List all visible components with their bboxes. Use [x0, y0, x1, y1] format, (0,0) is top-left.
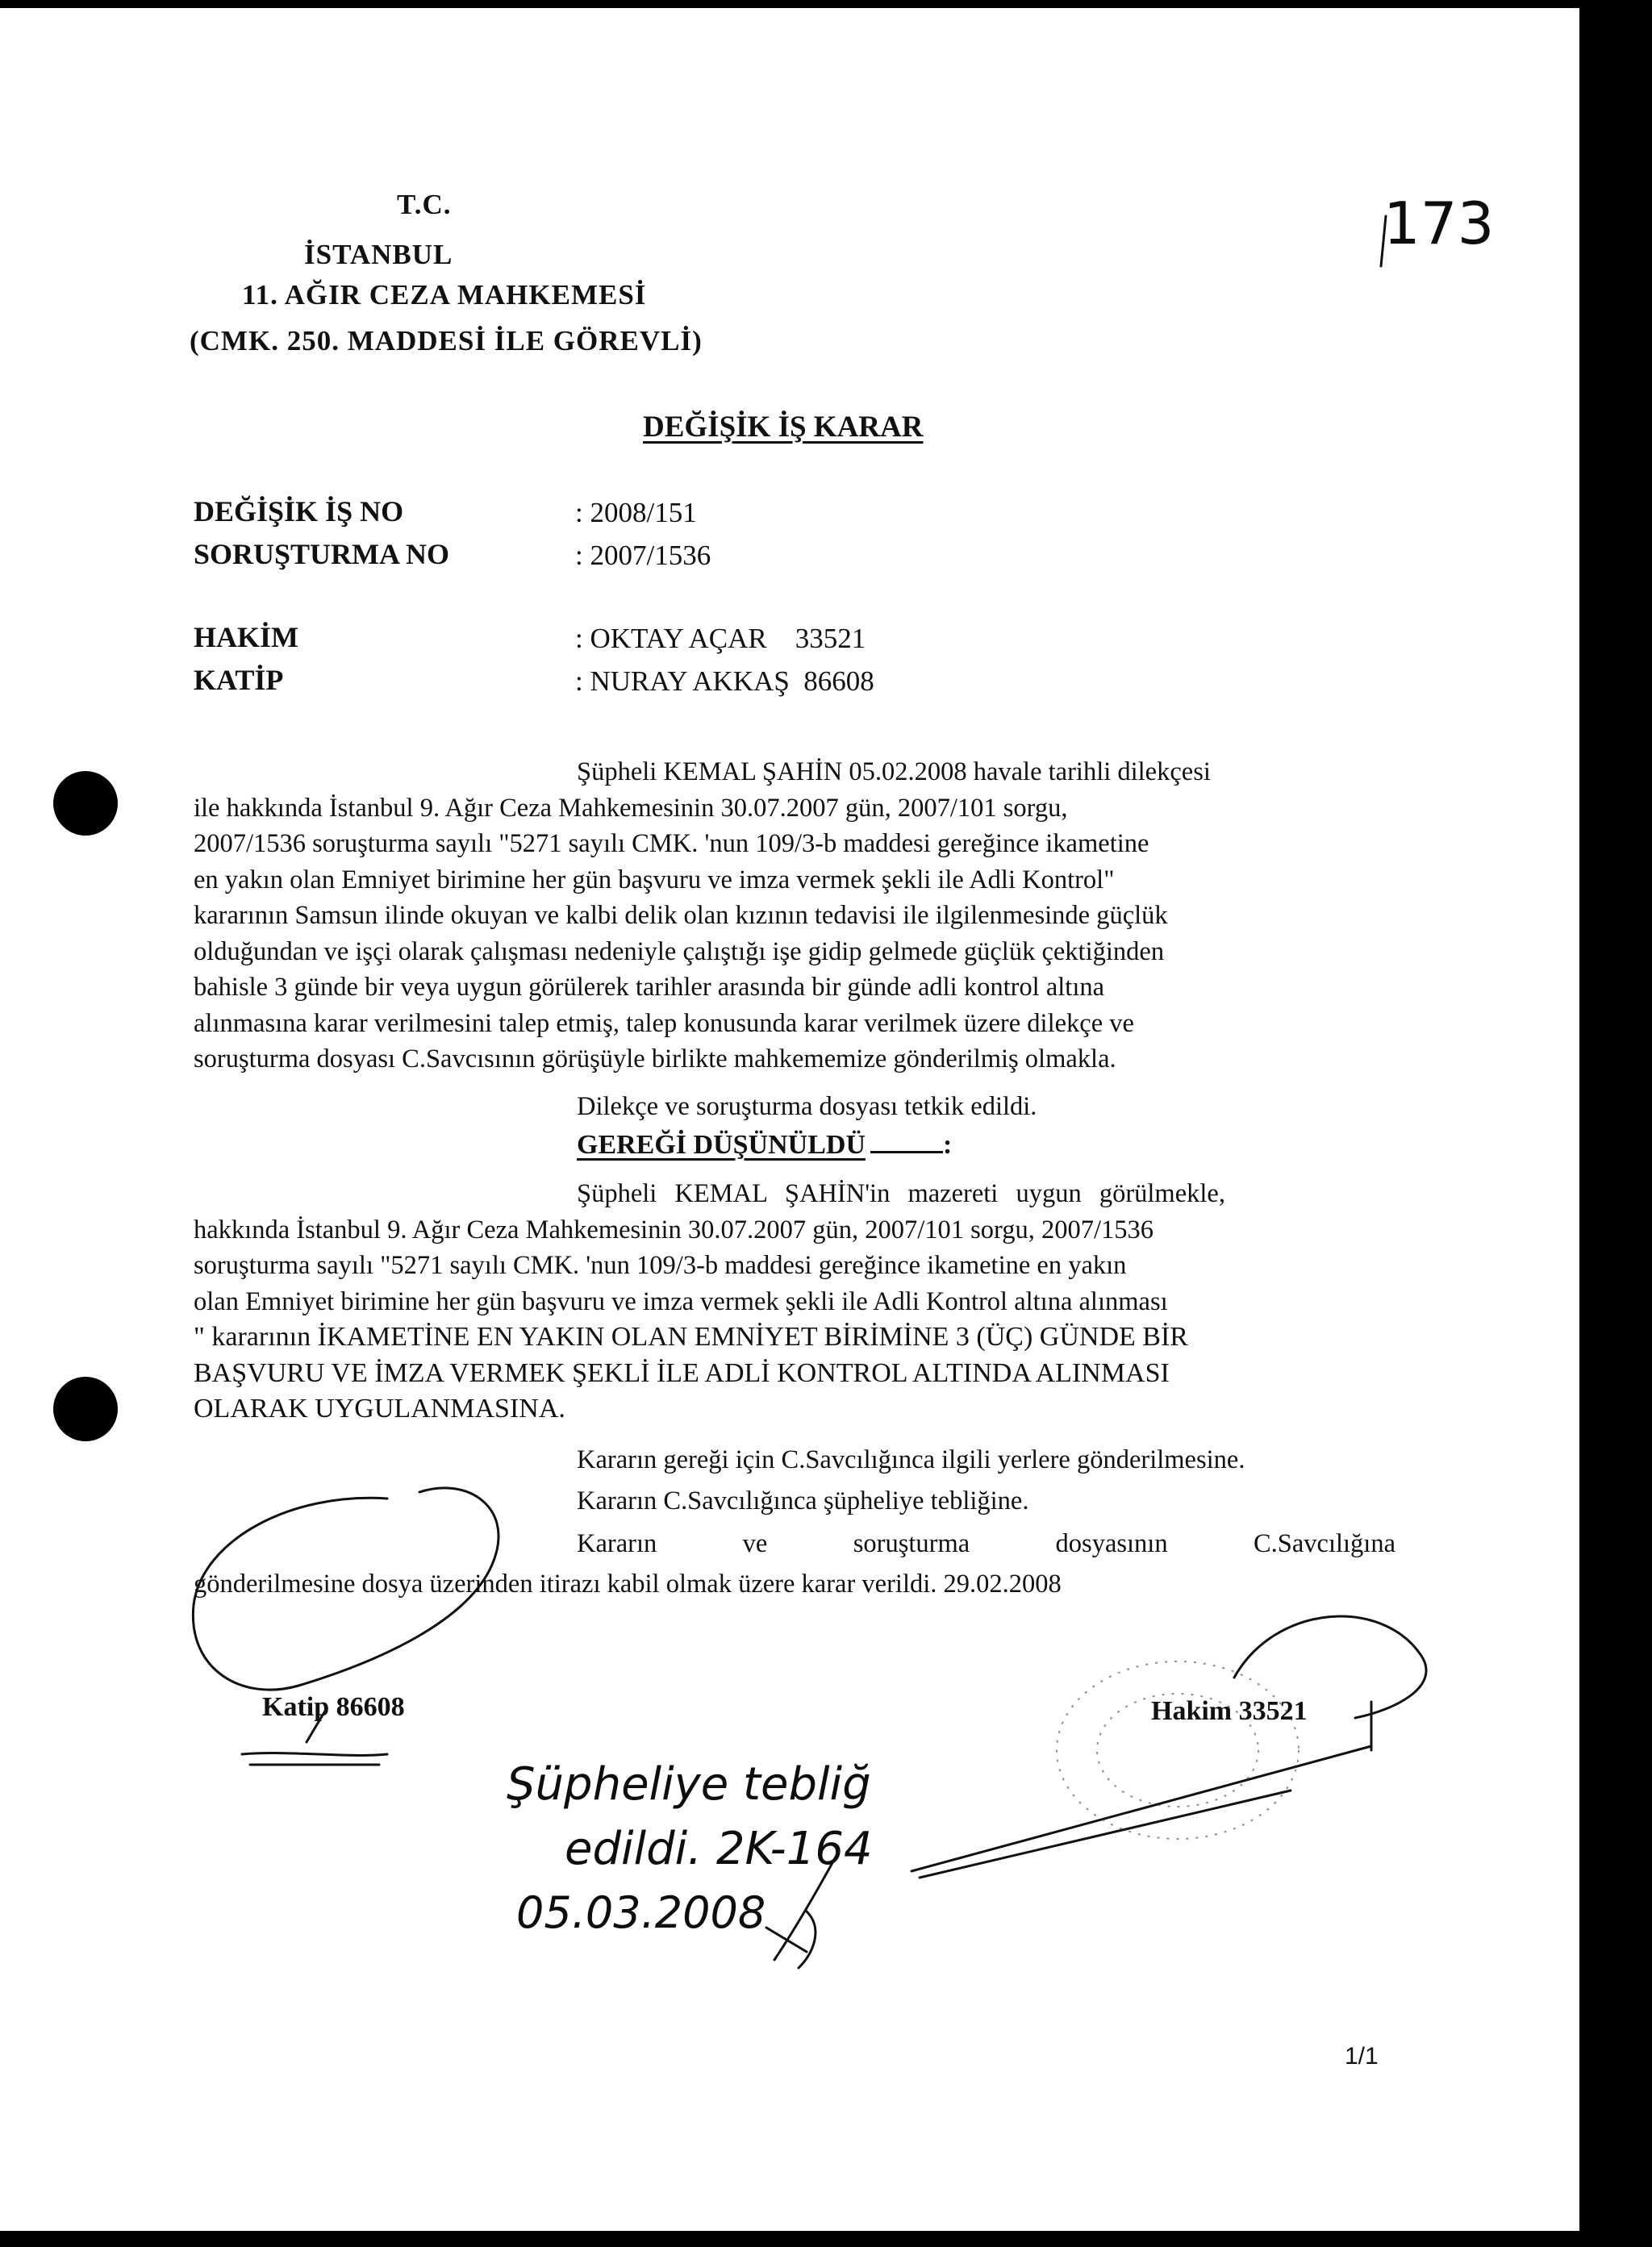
paragraph-line: soruşturma sayılı "5271 sayılı CMK. 'nun 109/3-b maddesi gereğince ikametine en yakın	[194, 1251, 1127, 1280]
final-word: dosyasının	[1055, 1529, 1168, 1558]
final-line-2: gönderilmesine dosya üzerinden itirazı kabil olmak üzere karar verildi. 29.02.2008	[194, 1570, 1062, 1599]
final-word: C.Savcılığına	[1253, 1529, 1395, 1558]
field-value-investigation-no: : 2007/1536	[575, 540, 711, 571]
paragraph-line: olduğundan ve işçi olarak çalışması nedeniyle çalıştığı işe gidip gelmede güçlük çektiğinden	[194, 936, 1165, 966]
paragraph-line: alınmasına karar verilmesini talep etmiş, talep konusunda karar verilmek üzere dilekçe ve	[194, 1008, 1134, 1038]
header-court: 11. AĞIR CEZA MAHKEMESİ	[242, 279, 647, 311]
judge-stamp-outline	[1057, 1661, 1299, 1839]
header-city: İSTANBUL	[304, 239, 453, 270]
final-word: ve	[742, 1529, 768, 1558]
pen-marks	[0, 8, 1579, 2231]
field-label-case-no: DEĞİŞİK İŞ NO	[194, 495, 404, 527]
field-label-investigation-no: SORUŞTURMA NO	[194, 538, 450, 570]
paragraph-line: bahisle 3 günde bir veya uygun görülerek tarihler arasında bir günde adli kontrol altına	[194, 973, 1105, 1002]
paragraph-line: olan Emniyet birimine her gün başvuru ve imza vermek şekli ile Adli Kontrol altına alınması	[194, 1286, 1168, 1316]
judge-signature-loop	[1234, 1616, 1426, 1718]
header-tc: T.C.	[397, 189, 452, 220]
paragraph-line: Şüpheli KEMAL ŞAHİN 05.02.2008 havale tarihli dilekçesi	[577, 757, 1211, 786]
page-number: 1/1	[1345, 2043, 1379, 2070]
field-value-clerk: : NURAY AKKAŞ 86608	[575, 665, 874, 697]
inspected-line: Dilekçe ve soruşturma dosyası tetkik edildi.	[577, 1092, 1037, 1121]
field-value-case-no: : 2008/151	[575, 497, 697, 528]
clerk-signature-loop	[193, 1488, 499, 1690]
clerk-signature-stroke	[242, 1708, 387, 1765]
closing-line-2: Kararın C.Savcılığınca şüpheliye tebliğine.	[577, 1486, 1029, 1515]
closing-line-1: Kararın gereği için C.Savcılığınca ilgili yerlere gönderilmesine.	[577, 1445, 1245, 1474]
field-label-judge: HAKİM	[194, 621, 298, 653]
decision-heading: GEREĞİ DÜŞÜNÜLDÜ	[577, 1130, 866, 1160]
page-stamp-stroke	[1381, 216, 1386, 266]
judge-stamp-inner	[1097, 1694, 1258, 1807]
field-value-judge: : OKTAY AÇAR 33521	[575, 623, 866, 654]
header-duty: (CMK. 250. MADDESİ İLE GÖREVLİ)	[190, 325, 703, 356]
handwritten-note-line-3: 05.03.2008	[516, 1887, 766, 1938]
top-scan-border	[0, 0, 1652, 5]
paragraph-line: kararının Samsun ilinde okuyan ve kalbi delik olan kızının tedavisi ile ilgilenmesinde güçlük	[194, 901, 1168, 930]
paragraph-line: 2007/1536 soruşturma sayılı "5271 sayılı CMK. 'nun 109/3-b maddesi gereğince ikametine	[194, 829, 1149, 858]
doc-title: DEĞİŞİK İŞ KARAR	[643, 411, 924, 444]
judge-signature-stroke	[912, 1746, 1371, 1878]
paragraph-line: Şüpheli KEMAL ŞAHİN'in mazereti uygun görülmekle,	[577, 1179, 1225, 1208]
paragraph-line: hakkında İstanbul 9. Ağır Ceza Mahkemesinin 30.07.2007 gün, 2007/101 sorgu, 2007/1536	[194, 1215, 1154, 1244]
paragraph-line: " kararının İKAMETİNE EN YAKIN OLAN EMNİYET BİRİMİNE 3 (ÜÇ) GÜNDE BİR	[194, 1322, 1188, 1352]
handwritten-initials	[766, 1851, 839, 1968]
decision-heading-suffix: :	[943, 1130, 953, 1160]
paragraph-line: ile hakkında İstanbul 9. Ağır Ceza Mahkemesinin 30.07.2007 gün, 2007/101 sorgu,	[194, 793, 1068, 823]
paragraph-line: OLARAK UYGULANMASINA.	[194, 1394, 565, 1424]
paragraph-line: en yakın olan Emniyet birimine her gün başvuru ve imza vermek şekli ile Adli Kontrol"	[194, 865, 1115, 894]
document-page	[0, 8, 1579, 2231]
judge-signature-label: Hakim 33521	[1151, 1696, 1308, 1726]
paragraph-line: soruşturma dosyası C.Savcısının görüşüyle birlikte mahkememize gönderilmiş olmakla.	[194, 1044, 1116, 1073]
final-word: Kararın	[577, 1529, 657, 1558]
handwritten-note-line-1: Şüpheliye tebliğ	[507, 1758, 871, 1811]
field-label-clerk: KATİP	[194, 664, 284, 696]
handwritten-note-line-2: edildi. 2K-164	[565, 1823, 873, 1875]
final-word: soruşturma	[853, 1529, 970, 1558]
page-stamp-number: 173	[1383, 190, 1495, 257]
clerk-signature-label: Katip 86608	[262, 1692, 405, 1722]
paragraph-line: BAŞVURU VE İMZA VERMEK ŞEKLİ İLE ADLİ KONTROL ALTINDA ALINMASI	[194, 1357, 1170, 1388]
